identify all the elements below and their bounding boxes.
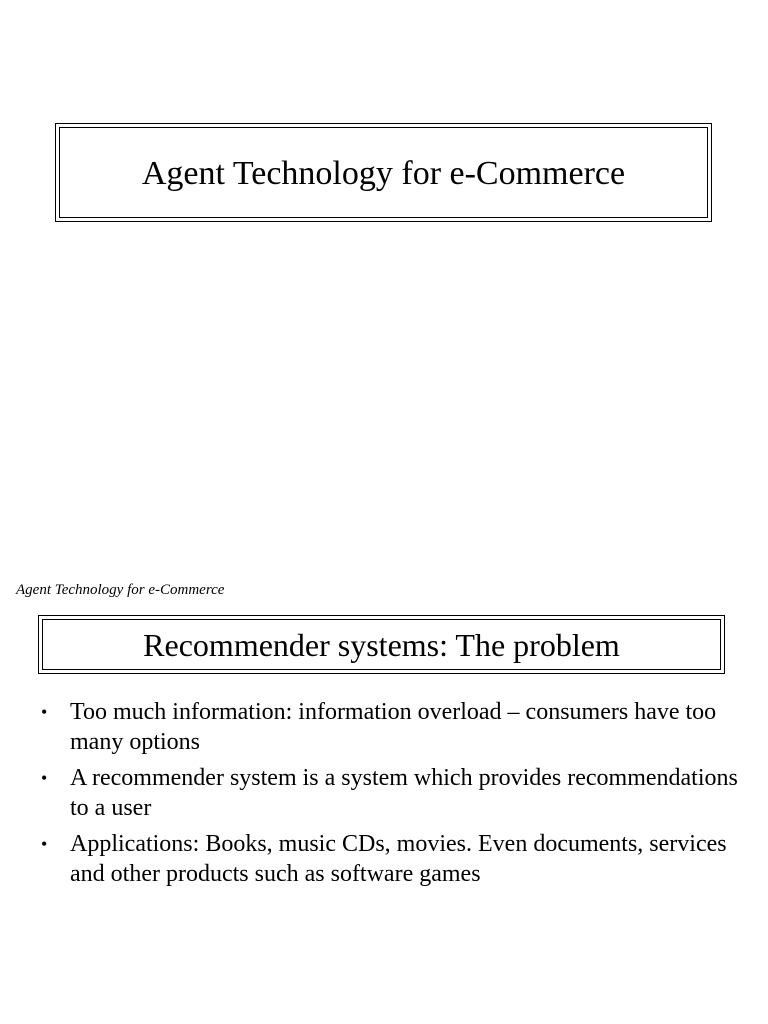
bullet-list: [38, 697, 738, 895]
bullet-icon: •: [41, 834, 48, 854]
slide-2-title-box: [38, 615, 725, 674]
slide-1-title: Agent Technology for e-Commerce: [141, 154, 626, 192]
bullet-icon: •: [41, 768, 48, 788]
bullet-text: A recommender system is a system which provides recommendations to a user: [70, 765, 738, 821]
slide-1-title-box: [55, 123, 712, 222]
slide-2-title-frame: [42, 619, 721, 670]
slide-1-title-frame: [59, 127, 708, 218]
bullet-text: Applications: Books, music CDs, movies. Even documents, services and other products such as software games: [70, 831, 727, 887]
bullet-icon: •: [41, 702, 48, 722]
bullet-text: Too much information: information overload – consumers have too many options: [70, 699, 717, 755]
bullet-item: [38, 697, 738, 757]
slide-2-title: Recommender systems: The problem: [143, 626, 620, 663]
running-header: Agent Technology for e-Commerce: [16, 582, 225, 598]
bullet-item: [38, 829, 738, 889]
bullet-item: [38, 763, 738, 823]
